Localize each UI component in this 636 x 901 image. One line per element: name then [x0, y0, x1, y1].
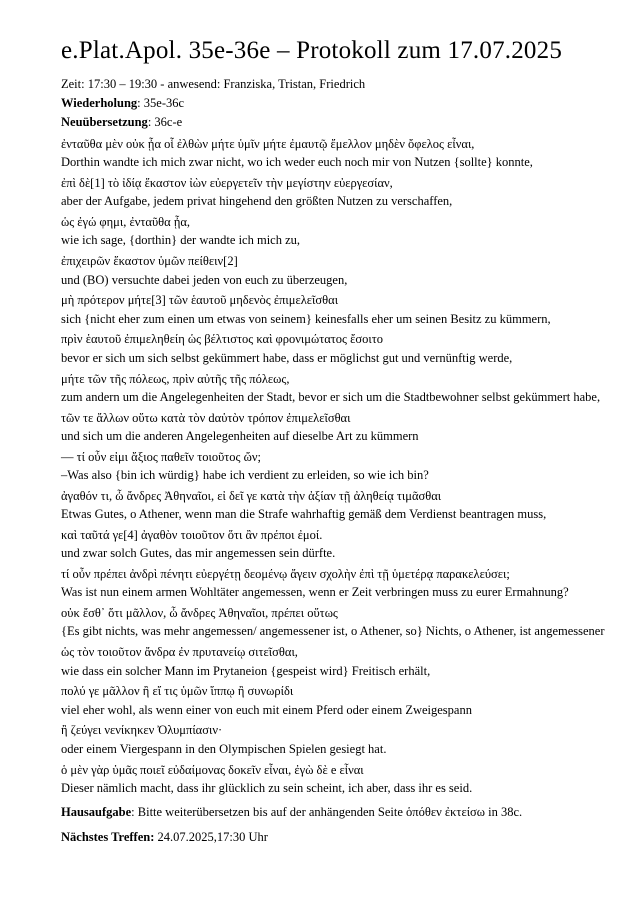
greek-line: μὴ πρότερον μήτε[3] τῶν ἑαυτοῦ μηδενὸς ἐπιμελεῖσθαι: [61, 293, 339, 308]
greek-line: τῶν τε ἄλλων οὕτω κατὰ τὸν dαὑτὸν τρόπον ἐπιμελεῖσθαι: [61, 410, 351, 425]
homework-block: [61, 803, 586, 822]
greek-line: πολύ γε μᾶλλον ἢ εἴ τις ὑμῶν ἵππῳ ἢ συνωρίδι: [61, 684, 294, 699]
translation-pair: [61, 174, 586, 211]
greek-line: ὁ μὲν γὰρ ὑμᾶς ποιεῖ εὐδαίμονας δοκεῖν εἶναι, ἐγὼ δὲ e εἶναι: [61, 762, 364, 777]
page-title: e.Plat.Apol. 35e-36e – Protokoll zum 17.07.2025: [61, 37, 563, 64]
translation-pair: [61, 721, 586, 758]
translation-pair: [61, 252, 586, 289]
german-line: Dorthin wandte ich mich zwar nicht, wo ich weder euch noch mir von Nutzen {sollte} konnte,: [61, 155, 533, 170]
meta-line: Zeit: 17:30 – 19:30 - anwesend: Franziska, Tristan, Friedrich: [61, 77, 366, 91]
greek-line: ἀγαθόν τι, ὦ ἄνδρες Ἀθηναῖοι, εἰ δεῖ γε κατὰ τὴν ἀξίαν τῇ ἀληθείᾳ τιμᾶσθαι: [61, 488, 442, 503]
neuuebersetzung-label: Neuübersetzung: [61, 115, 148, 129]
greek-line: ὡς τὸν τοιοῦτον ἄνδρα ἐν πρυτανείῳ σιτεῖσθαι,: [61, 645, 298, 660]
german-line: Dieser nämlich macht, dass ihr glücklich zu sein scheint, ich aber, dass ihr es seid.: [61, 780, 473, 795]
translation-pairs: [61, 135, 605, 797]
german-line: –Was also {bin ich würdig} habe ich verdient zu erleiden, so wie ich bin?: [61, 468, 429, 483]
greek-line: μήτε τῶν τῆς πόλεως, πρὶν αὐτῆς τῆς πόλεως,: [61, 371, 290, 386]
greek-line: οὐκ ἔσθ᾽ ὅτι μᾶλλον, ὦ ἄνδρες Ἀθηναῖοι, πρέπει οὕτως: [61, 606, 338, 621]
translation-pair: [61, 448, 586, 485]
german-line: oder einem Viergespann in den Olympischen Spielen gesiegt hat.: [61, 741, 387, 756]
homework-label: Hausaufgabe: [61, 805, 132, 820]
neuuebersetzung-value: : 36c-e: [147, 115, 183, 129]
neuuebersetzung-line: [61, 113, 586, 132]
greek-line: καὶ ταῦτά γε[4] ἀγαθὸν τοιοῦτον ὅτι ἂν πρέποι ἐμοί.: [61, 527, 323, 542]
meta-block: [61, 75, 586, 132]
translation-pair: [61, 370, 601, 407]
greek-line: ἐνταῦθα μὲν οὐκ ᾖα οἷ ἐλθὼν μήτε ὑμῖν μήτε ἐμαυτῷ ἔμελλον μηδὲν ὄφελος εἶναι,: [61, 137, 475, 151]
next-meeting-line: [61, 828, 586, 847]
translation-pair: [61, 213, 586, 250]
german-line: Etwas Gutes, o Athener, wenn man die Strafe wahrhaftig gemäß dem Verdienst beantragen muss,: [61, 507, 547, 522]
german-line: wie ich sage, {dorthin} der wandte ich mich zu,: [61, 233, 301, 248]
greek-line: — τί οὖν εἰμι ἄξιος παθεῖν τοιοῦτος ὤν;: [61, 449, 261, 464]
translation-pair: [61, 526, 586, 563]
greek-line: ἢ ζεύγει νενίκηκεν Ὀλυμπίασιν·: [61, 723, 223, 738]
greek-line: τί οὖν πρέπει ἀνδρὶ πένητι εὐεργέτῃ δεομένῳ ἄγειν σχολὴν ἐπὶ τῇ ὑμετέρᾳ παρακελεύσει;: [61, 567, 510, 582]
wiederholung-label: Wiederholung: [61, 96, 138, 110]
translation-pair: [61, 761, 586, 798]
german-line: zum andern um die Angelegenheiten der Stadt, bevor er sich um die Stadtbewohner selbst gekümmert habe,: [61, 389, 601, 404]
greek-line: ἐπὶ δὲ[1] τὸ ἰδίᾳ ἕκαστον ἰὼν εὐεργετεῖν τὴν μεγίστην εὐεργεσίαν,: [61, 176, 393, 191]
greek-line: ὡς ἐγώ φημι, ἐνταῦθα ᾖα,: [61, 215, 191, 230]
german-line: und (BO) versuchte dabei jeden von euch zu überzeugen,: [61, 272, 348, 287]
german-line: Was ist nun einem armen Wohltäter angemessen, wenn er Zeit verbringen muss zu eurer Ermahnung?: [61, 585, 569, 600]
translation-pair: [61, 682, 586, 719]
translation-pair: [61, 291, 586, 328]
translation-pair: [61, 565, 586, 602]
wiederholung-value: : 35e-36c: [137, 96, 185, 110]
translation-pair: [61, 330, 586, 367]
translation-pair: [61, 604, 605, 641]
homework-line: [61, 803, 586, 822]
greek-line: ἐπιχειρῶν ἕκαστον ὑμῶν πείθειν[2]: [61, 254, 238, 269]
homework-text: : Bitte weiterübersetzen bis auf der anhängenden Seite ὁπόθεν ἐκτείσω in 38c.: [131, 805, 523, 820]
german-line: und sich um die anderen Angelegenheiten auf dieselbe Art zu kümmern: [61, 428, 419, 443]
next-meeting-label: Nächstes Treffen:: [61, 830, 155, 845]
german-line: sich {nicht eher zum einen um etwas von seinem} keinesfalls eher um seinen Besitz zu kümmern,: [61, 311, 551, 326]
german-line: bevor er sich um sich selbst gekümmert habe, dass er möglichst gut und vernünftig werde,: [61, 350, 513, 365]
german-line: wie dass ein solcher Mann im Prytaneion {gespeist wird} Freitisch erhält,: [61, 663, 431, 678]
german-line: {Es gibt nichts, was mehr angemessen/ angemessener ist, o Athener, so} Nichts, o Athener, ist angemessener: [61, 624, 605, 639]
german-line: und zwar solch Gutes, das mir angemessen sein dürfte.: [61, 546, 336, 561]
translation-pair: [61, 643, 586, 680]
translation-pair: [61, 135, 586, 172]
next-meeting-value: 24.07.2025,17:30 Uhr: [154, 830, 268, 845]
translation-pair: [61, 487, 586, 524]
german-line: viel eher wohl, als wenn einer von euch mit einem Pferd oder einem Zweigespann: [61, 702, 472, 717]
wiederholung-line: [61, 94, 586, 113]
german-line: aber der Aufgabe, jedem privat hingehend den größten Nutzen zu verschaffen,: [61, 194, 453, 209]
translation-pair: [61, 409, 586, 446]
next-meeting-block: [61, 828, 586, 847]
greek-line: πρὶν ἑαυτοῦ ἐπιμεληθείη ὡς βέλτιστος καὶ φρονιμώτατος ἔσοιτο: [61, 332, 383, 347]
